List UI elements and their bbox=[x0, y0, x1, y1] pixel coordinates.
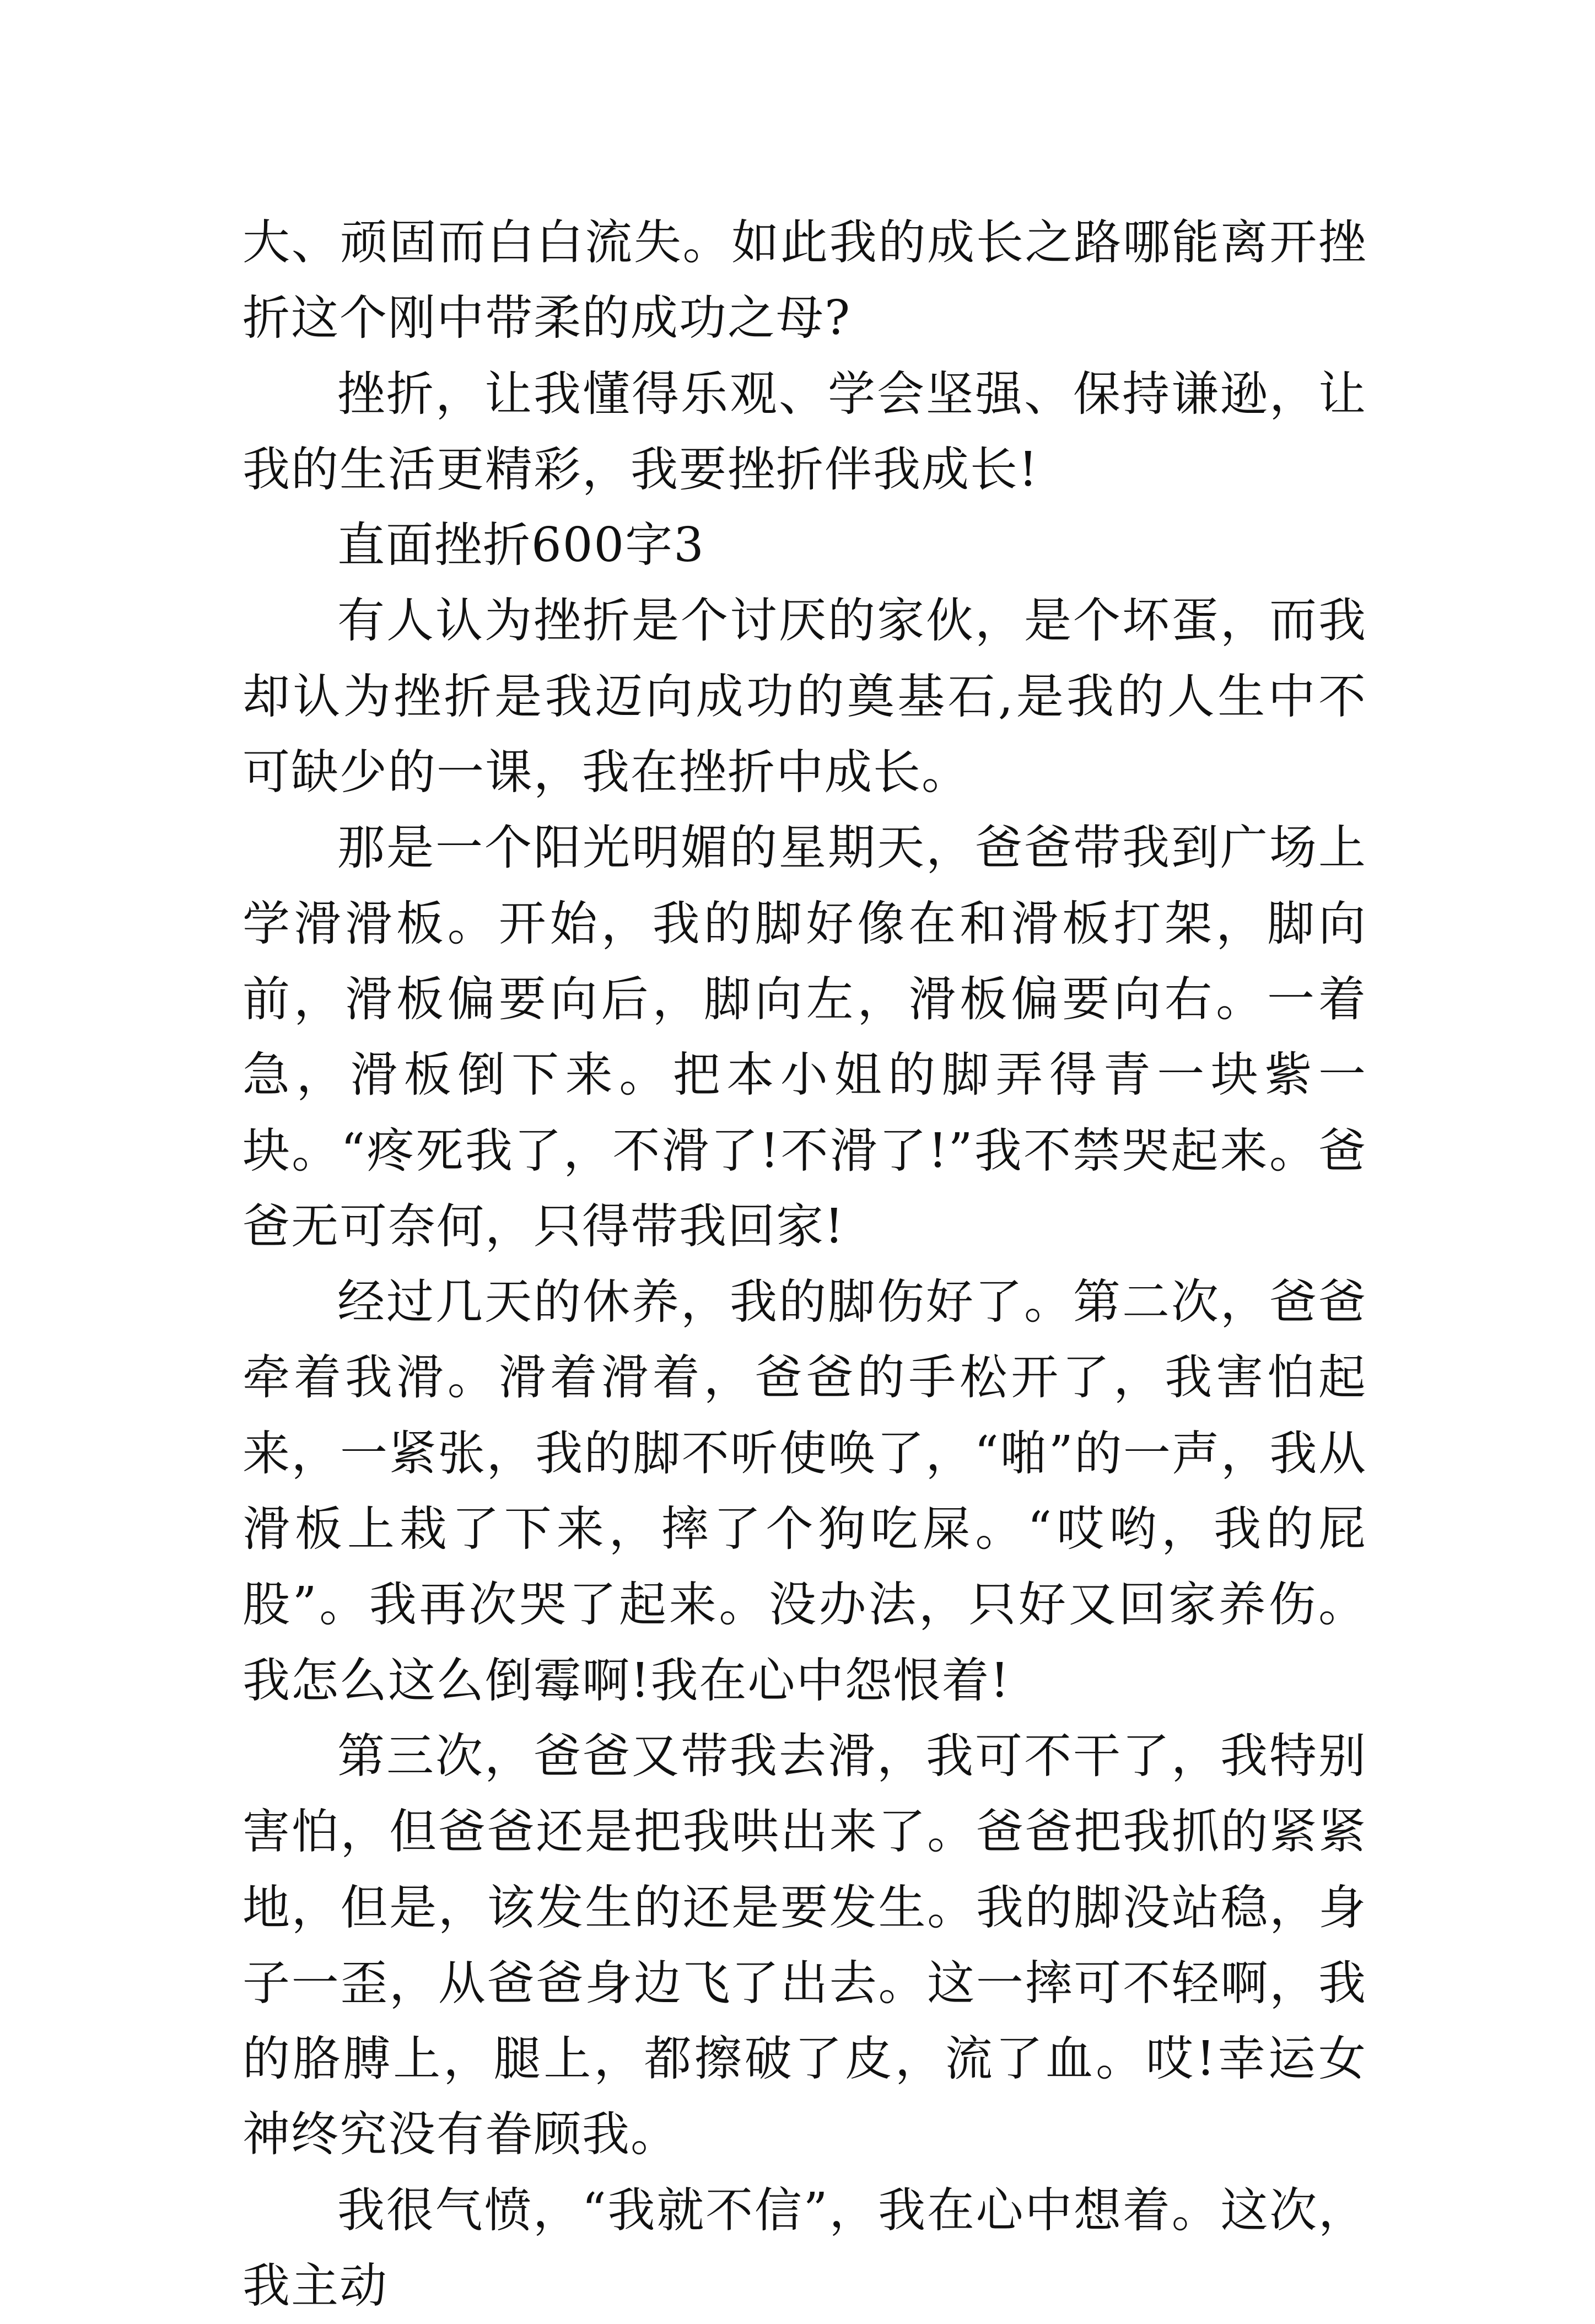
paragraph-continuation: 大、顽固而白白流失。如此我的成长之路哪能离开挫折这个刚中带柔的成功之母? bbox=[243, 215, 1367, 346]
paragraph-third-attempt: 第三次，爸爸又带我去滑，我可不干了，我特别害怕，但爸爸还是把我哄出来了。爸爸把我抓的紧紧地，但是，该发生的还是要发生。我的脚没站稳，身子一歪，从爸爸身边飞了出去。这一摔可不轻啊，我的胳膊上，腿上，都擦破了皮，流了血。哎!幸运女神终究没有眷顾我。 bbox=[243, 1728, 1367, 2162]
paragraph-second-attempt: 经过几天的休养，我的脚伤好了。第二次，爸爸牵着我滑。滑着滑着，爸爸的手松开了，我害怕起来，一紧张，我的脚不听使唤了，“啪”的一声，我从滑板上栽了下来，摔了个狗吃屎。“哎哟，我的屁股”。我再次哭了起来。没办法，只好又回家养伤。我怎么这么倒霉啊!我在心中怨恨着! bbox=[243, 1274, 1367, 1708]
paragraph-intro: 有人认为挫折是个讨厌的家伙，是个坏蛋，而我却认为挫折是我迈向成功的奠基石,是我的人生中不可缺少的一课，我在挫折中成长。 bbox=[243, 593, 1367, 800]
document-body bbox=[243, 205, 1367, 2324]
paragraph-conclusion: 挫折，让我懂得乐观、学会坚强、保持谦逊，让我的生活更精彩，我要挫折伴我成长! bbox=[243, 366, 1367, 497]
paragraph-first-attempt: 那是一个阳光明媚的星期天，爸爸带我到广场上学滑滑板。开始，我的脚好像在和滑板打架，脚向前，滑板偏要向后，脚向左，滑板偏要向右。一着急，滑板倒下来。把本小姐的脚弄得青一块紫一块。“疼死我了，不滑了!不滑了!”我不禁哭起来。爸爸无可奈何，只得带我回家! bbox=[243, 820, 1367, 1254]
paragraph-fourth-attempt: 我很气愤，“我就不信”，我在心中想着。这次，我主动 bbox=[243, 2182, 1367, 2314]
section-heading: 直面挫折600字3 bbox=[337, 518, 705, 573]
